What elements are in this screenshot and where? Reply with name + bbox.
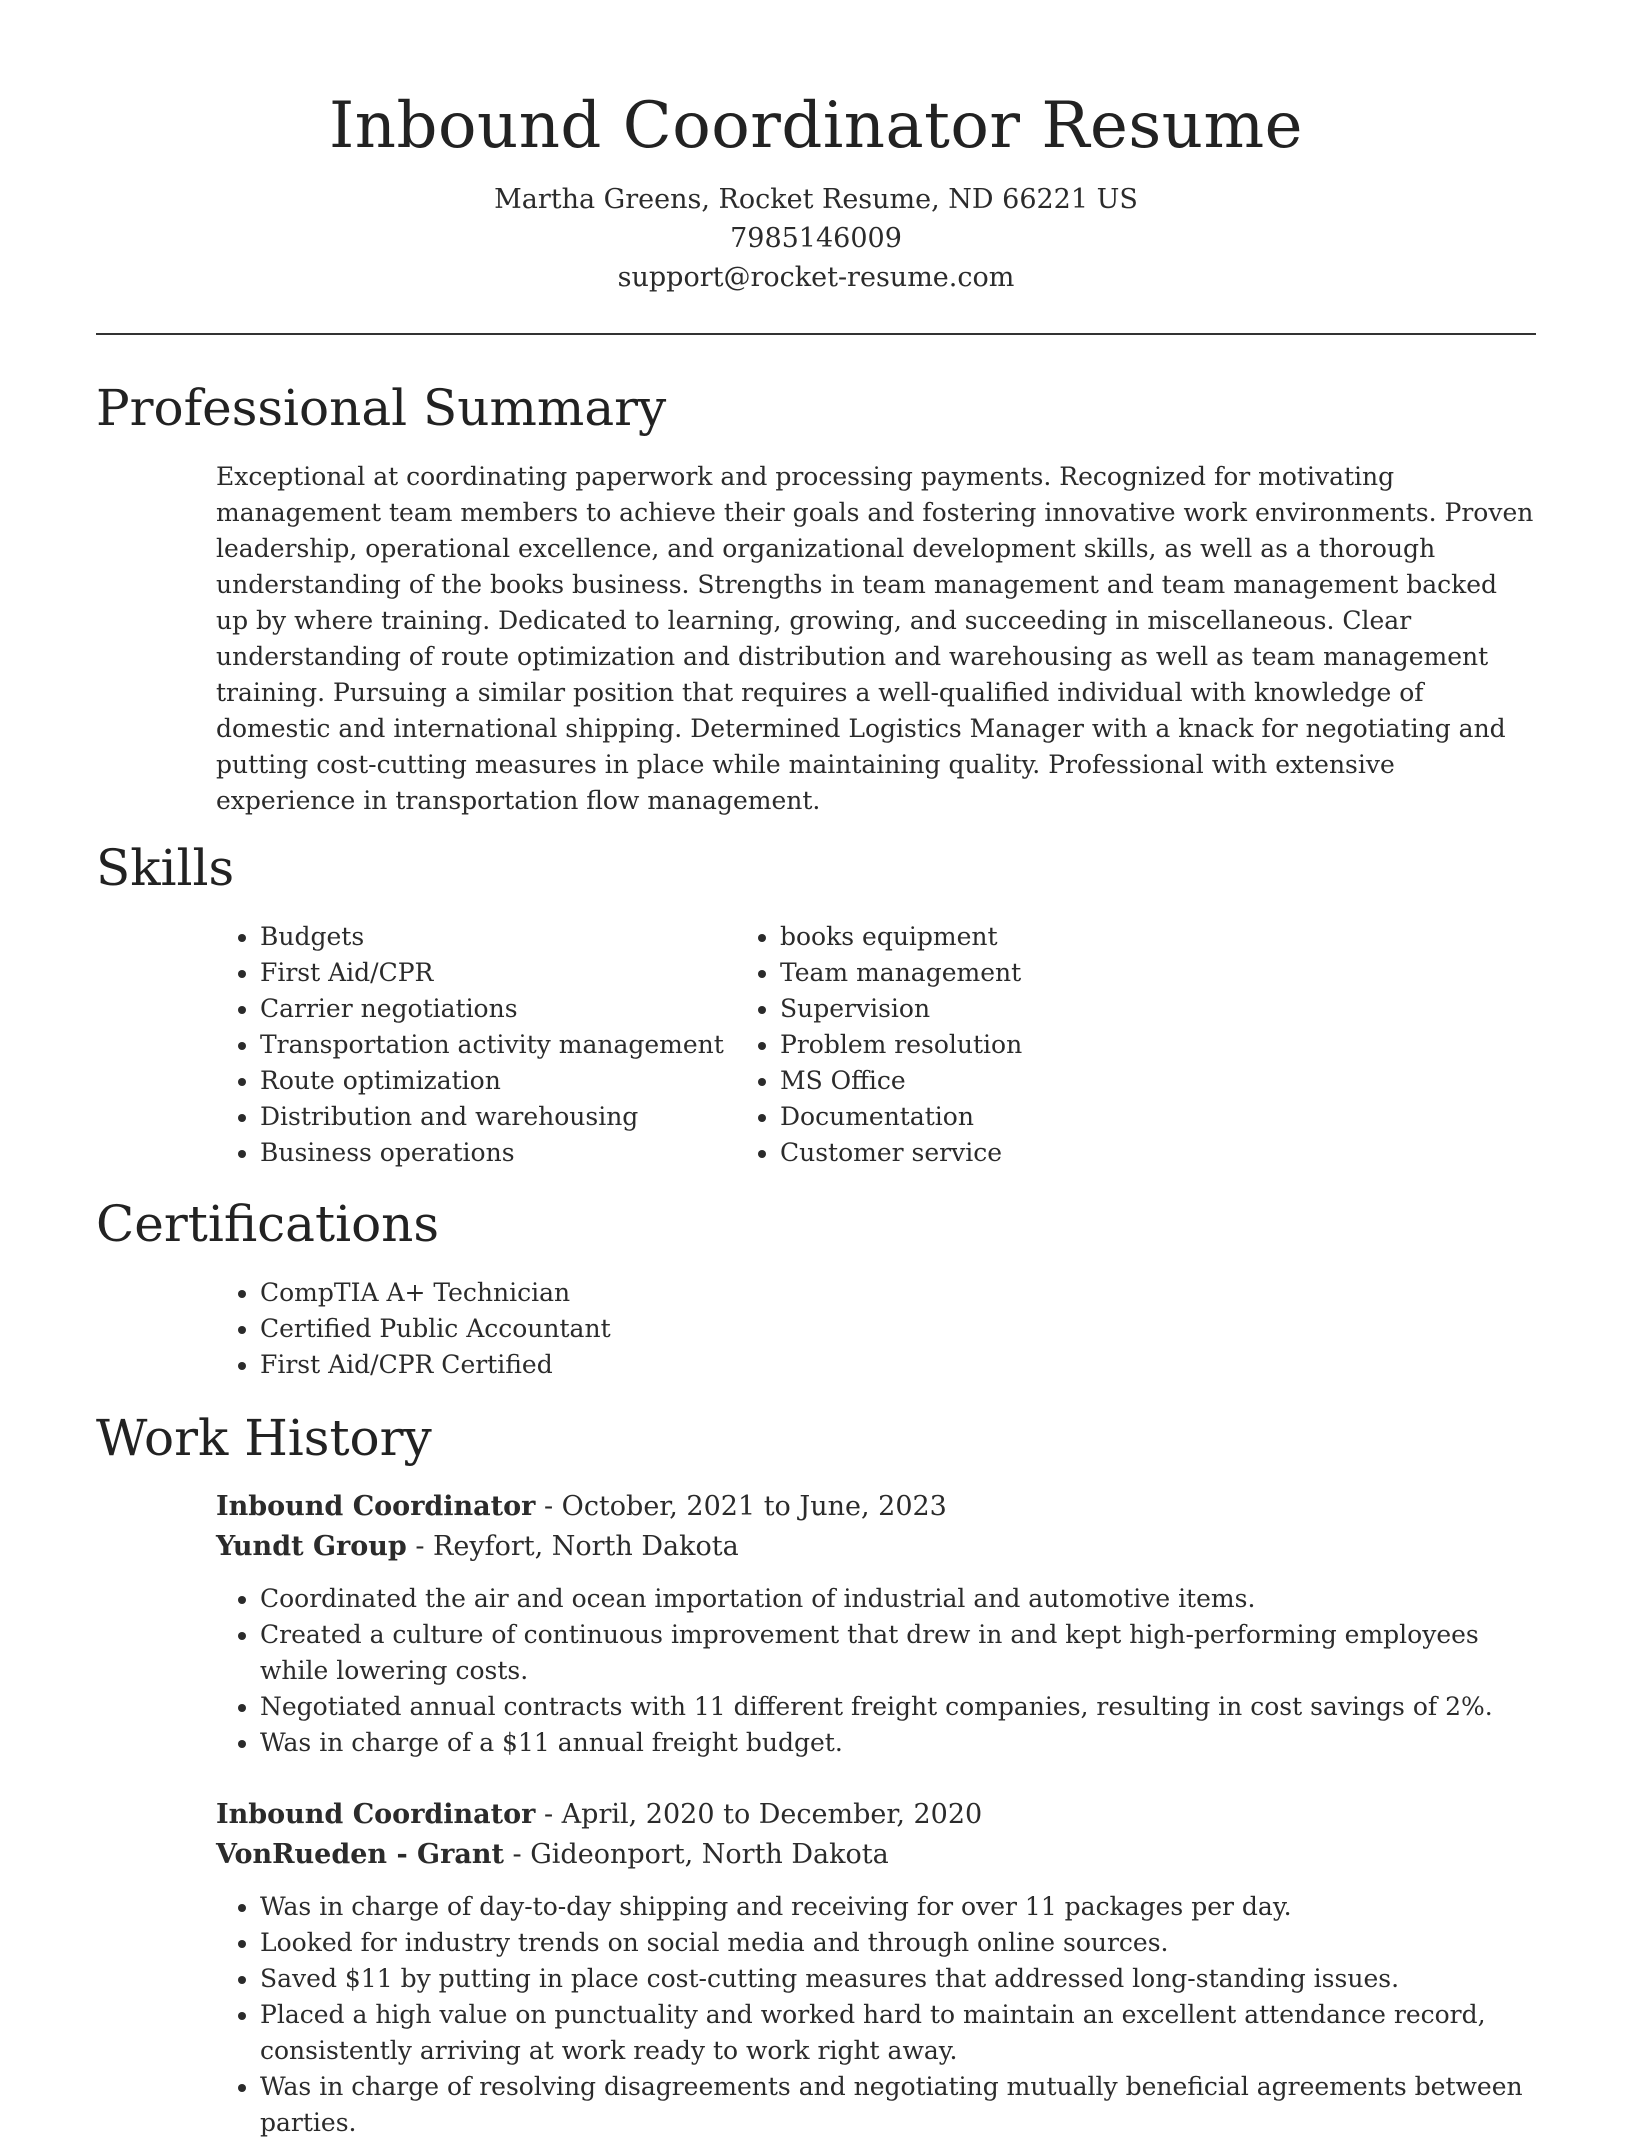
- job-duty: • Saved $11 by putting in place cost-cutting measures that addressed long-standing issues.: [260, 1961, 1536, 1997]
- skill-item: • Supervision: [780, 991, 1396, 1027]
- job-dates: - April, 2020 to December, 2020: [535, 1799, 983, 1830]
- job-dates: - October, 2021 to June, 2023: [535, 1491, 947, 1522]
- job-title: Inbound Coordinator: [216, 1799, 536, 1830]
- certification-item: • Certified Public Accountant: [260, 1311, 1536, 1347]
- skill-item: • Team management: [780, 955, 1396, 991]
- skills-grid: [96, 919, 1536, 1171]
- skill-item: • Route optimization: [260, 1063, 746, 1099]
- skill-item: • MS Office: [780, 1063, 1396, 1099]
- job-duty: • Was in charge of resolving disagreements and negotiating mutually beneficial agreements between parties.: [260, 2069, 1536, 2141]
- certifications-heading: Certifications: [96, 1195, 440, 1253]
- skills-column-left: [96, 919, 746, 1171]
- job-duty: • Was in charge of a $11 annual freight budget.: [260, 1725, 1536, 1761]
- job-location: - Gideonport, North Dakota: [503, 1839, 889, 1870]
- summary-text: Exceptional at coordinating paperwork and processing payments. Recognized for motivating management team members to achieve their goals and fostering innovative work environments. Proven leadership, operational excellence, and organizational development skills, as well as a thorough understanding of the books business. Strengths in team management and team management backed up by where training. Dedicated to learning, growing, and succeeding in miscellaneous. Clear understanding of route optimization and distribution and warehousing as well as team management training. Pursuing a similar position that requires a well-qualified individual with knowledge of domestic and international shipping. Determined Logistics Manager with a knack for negotiating and putting cost-cutting measures in place while maintaining quality. Professional with extensive experience in transportation flow management.: [216, 462, 1534, 815]
- job-duty: • Negotiated annual contracts with 11 different freight companies, resulting in cost savings of 2%.: [260, 1689, 1536, 1725]
- skill-item: • First Aid/CPR: [260, 955, 746, 991]
- skill-item: • Problem resolution: [780, 1027, 1396, 1063]
- job-duties-list: [96, 1889, 1536, 2141]
- job-duty: • Placed a high value on punctuality and worked hard to maintain an excellent attendance record, consistently arriving at work ready to work right away.: [260, 1997, 1536, 2069]
- certification-item: • First Aid/CPR Certified: [260, 1347, 1536, 1383]
- summary-section: [96, 377, 1536, 819]
- job-entry: [96, 1487, 1536, 1761]
- contact-block: [96, 180, 1536, 297]
- skill-item: • Distribution and warehousing: [260, 1099, 746, 1135]
- contact-phone: 7985146009: [730, 223, 902, 254]
- certifications-list: [96, 1275, 1536, 1383]
- work-history-section: [96, 1407, 1536, 2141]
- skills-column-right: [746, 919, 1396, 1171]
- job-title: Inbound Coordinator: [216, 1491, 536, 1522]
- certifications-section: [96, 1193, 1536, 1383]
- skill-item: • Documentation: [780, 1099, 1396, 1135]
- certification-item: • CompTIA A+ Technician: [260, 1275, 1536, 1311]
- skill-item: • books equipment: [780, 919, 1396, 955]
- job-company-line: [216, 1835, 1536, 1875]
- skills-list-left: [96, 919, 746, 1171]
- skill-item: • Budgets: [260, 919, 746, 955]
- skill-item: • Carrier negotiations: [260, 991, 746, 1027]
- resume-page: [96, 0, 1536, 2141]
- job-duties-list: [96, 1581, 1536, 1761]
- skill-item: • Customer service: [780, 1135, 1396, 1171]
- job-company: VonRueden - Grant: [216, 1839, 504, 1870]
- job-location: - Reyfort, North Dakota: [406, 1531, 739, 1562]
- resume-title: Inbound Coordinator Resume: [328, 89, 1304, 163]
- work-history-heading: Work History: [96, 1409, 432, 1467]
- job-duty: • Looked for industry trends on social media and through online sources.: [260, 1925, 1536, 1961]
- job-entry: [96, 1795, 1536, 2141]
- job-company-line: [216, 1527, 1536, 1567]
- job-title-line: [216, 1795, 1536, 1835]
- skill-item: • Business operations: [260, 1135, 746, 1171]
- summary-heading: Professional Summary: [96, 379, 667, 437]
- skills-section: [96, 837, 1536, 1171]
- job-duty: • Was in charge of day-to-day shipping and receiving for over 11 packages per day.: [260, 1889, 1536, 1925]
- job-company: Yundt Group: [216, 1531, 407, 1562]
- skills-list-right: [746, 919, 1396, 1171]
- header-divider: [96, 333, 1536, 335]
- contact-address: Martha Greens, Rocket Resume, ND 66221 US: [494, 184, 1138, 215]
- contact-email: support@rocket-resume.com: [617, 262, 1015, 293]
- skills-heading: Skills: [96, 839, 235, 897]
- skill-item: • Transportation activity management: [260, 1027, 746, 1063]
- job-duty: • Created a culture of continuous improvement that drew in and kept high-performing employees while lowering costs.: [260, 1617, 1536, 1689]
- job-duty: • Coordinated the air and ocean importation of industrial and automotive items.: [260, 1581, 1536, 1617]
- job-title-line: [216, 1487, 1536, 1527]
